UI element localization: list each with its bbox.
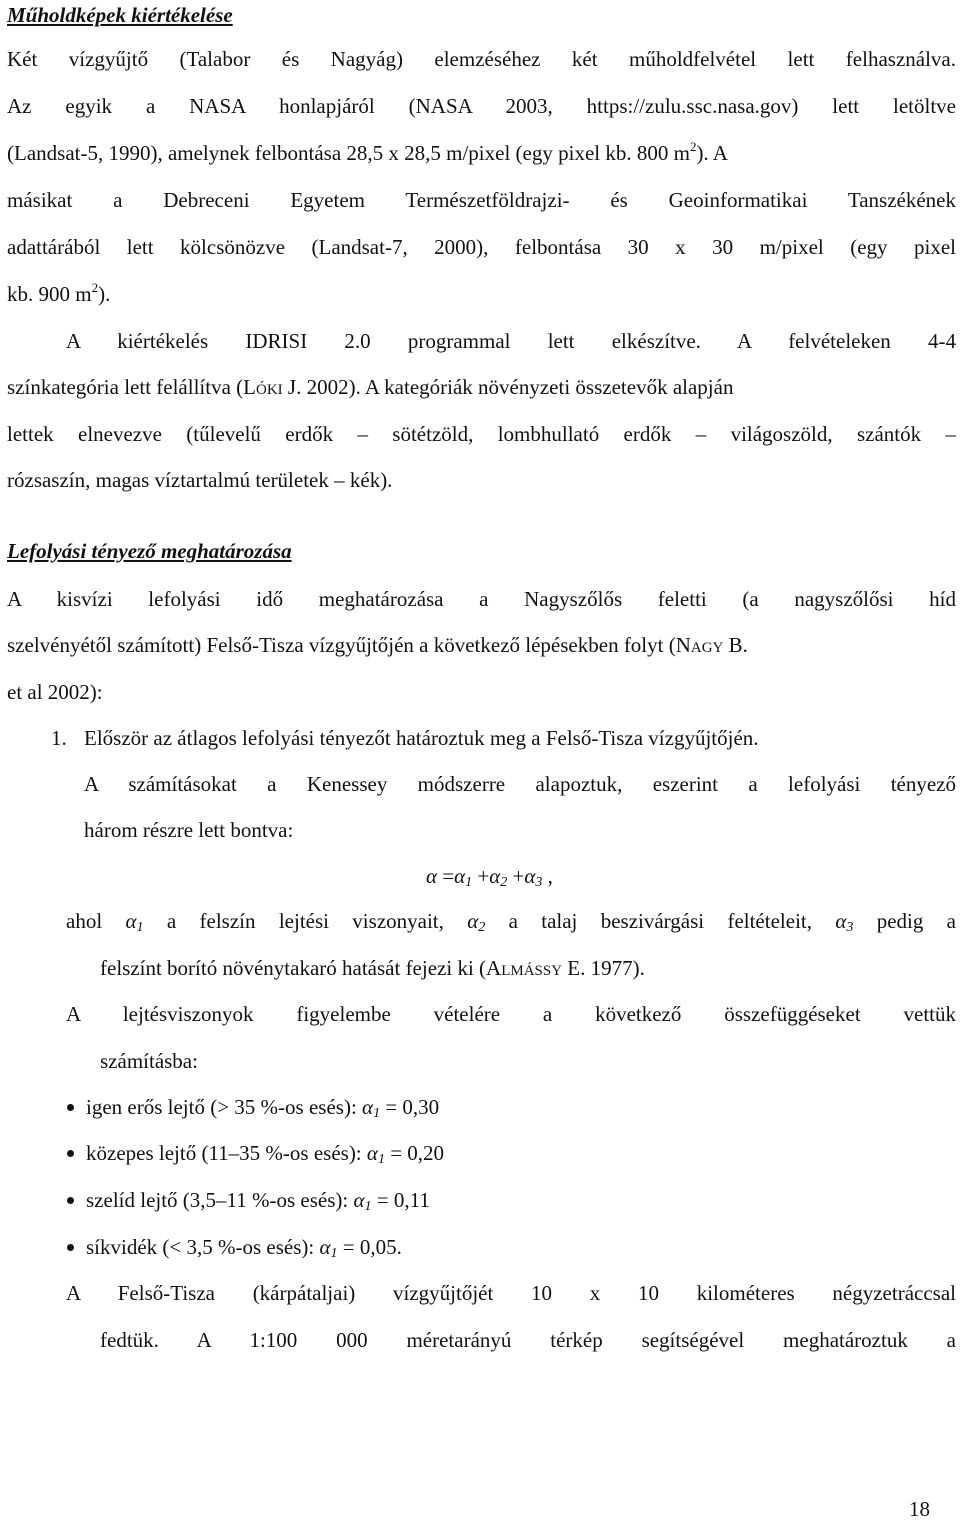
text-span: a felszín lejtési viszonyait, [143, 909, 468, 933]
paragraph-line [7, 635, 748, 656]
text-span: ). A [696, 141, 728, 165]
author-smallcaps: AGY [690, 640, 724, 656]
paragraph-line [7, 280, 111, 306]
text-span: kb. 900 m [7, 282, 92, 306]
paragraph-line: adattárából lett kölcsönözve (Landsat-7, 2000), felbontása 30 x 30 m/pixel (egy pixel [7, 235, 956, 259]
page-number: 18 [909, 1497, 930, 1521]
text-span: a talaj beszivárgási feltételeit, [485, 909, 836, 933]
eq-subscript: 2 [478, 920, 486, 935]
eq-subscript: 1 [364, 1199, 372, 1214]
eq-symbol: α [366, 1141, 378, 1165]
text-span: felszínt borító növénytakaró hatását fejezi ki (A [100, 956, 502, 980]
paragraph-line: A számításokat a Kenessey módszerre alapoztuk, eszerint a lefolyási tényező [84, 772, 956, 796]
text-span: síkvidék (< 3,5 %-os esés): [86, 1235, 320, 1259]
paragraph-line: A lejtésviszonyok figyelembe vételére a következő összefüggéseket vettük [66, 1002, 956, 1026]
author-smallcaps: ÓKI [255, 382, 283, 398]
text-span: E. 1977). [562, 956, 645, 980]
superscript: 2 [689, 139, 697, 154]
bullet-icon [67, 1150, 74, 1157]
author-smallcaps: LMÁSSY [501, 963, 563, 979]
paragraph-line: rózsaszín, magas víztartalmú területek – kék). [7, 468, 393, 492]
eq-symbol: α [125, 909, 137, 933]
eq-operator: + [507, 864, 525, 888]
eq-symbol: α [524, 864, 536, 888]
section-title-satellite: Műholdképek kiértékelése [7, 3, 233, 27]
eq-symbol: α [467, 909, 479, 933]
eq-symbol: α [426, 864, 438, 888]
eq-symbol: α [489, 864, 501, 888]
eq-operator: + [472, 864, 490, 888]
paragraph-line: et al 2002): [7, 680, 103, 704]
eq-subscript: 3 [535, 875, 543, 890]
eq-subscript: 3 [846, 920, 854, 935]
eq-operator: , [542, 864, 553, 888]
section-title-runoff: Lefolyási tényező meghatározása [7, 539, 292, 563]
text-span: = 0,11 [371, 1188, 430, 1212]
text-span: J. 2002). A kategóriák növényzeti összetevők alapján [282, 375, 734, 399]
eq-subscript: 2 [500, 875, 508, 890]
eq-subscript: 1 [377, 1152, 385, 1167]
paragraph-line: Az egyik a NASA honlapjáról (NASA 2003, https://zulu.ssc.nasa.gov) lett letöltve [7, 94, 956, 118]
eq-symbol: α [362, 1095, 374, 1119]
paragraph-line: másikat a Debreceni Egyetem Természetföldrajzi- és Geoinformatikai Tanszékének [7, 188, 956, 212]
list-item [86, 1188, 430, 1214]
paragraph-line: A kisvízi lefolyási idő meghatározása a Nagyszőlős feletti (a nagyszőlősi híd [7, 587, 956, 611]
eq-symbol: α [319, 1235, 331, 1259]
equation [426, 864, 553, 890]
text-span: = 0,05. [337, 1235, 402, 1259]
paragraph-line: lettek elnevezve (tűlevelű erdők – sötétzöld, lombhullató erdők – világoszöld, szántók – [7, 422, 956, 446]
paragraph-line [66, 909, 956, 935]
paragraph-line: Két vízgyűjtő (Talabor és Nagyág) elemzéséhez két műholdfelvétel lett felhasználva. [7, 47, 956, 71]
text-span: pedig a [853, 909, 956, 933]
eq-symbol: α [454, 864, 466, 888]
list-item [86, 1141, 445, 1167]
eq-subscript: 1 [330, 1246, 338, 1261]
list-number: 1. [51, 726, 67, 750]
text-span: közepes lejtő (11–35 %-os esés): [86, 1141, 367, 1165]
bullet-icon [67, 1197, 74, 1204]
paragraph-line: A Felső-Tisza (kárpátaljai) vízgyűjtőjét 10 x 10 kilométeres négyzetráccsal [66, 1281, 956, 1305]
text-span: ahol [66, 909, 126, 933]
eq-symbol: α [835, 909, 847, 933]
eq-subscript: 1 [373, 1106, 381, 1121]
paragraph-line: fedtük. A 1:100 000 méretarányú térkép segítségével meghatároztuk a [100, 1328, 956, 1352]
text-span: ). [98, 282, 111, 306]
text-span: szelíd lejtő (3,5–11 %-os esés): [86, 1188, 354, 1212]
eq-subscript: 1 [136, 920, 144, 935]
eq-operator: = [437, 864, 455, 888]
text-span: = 0,20 [384, 1141, 445, 1165]
paragraph-line: A kiértékelés IDRISI 2.0 programmal lett elkészítve. A felvételeken 4-4 [66, 329, 956, 353]
text-span: = 0,30 [380, 1095, 440, 1119]
list-item [86, 1235, 402, 1261]
paragraph-line [100, 958, 645, 979]
list-item [86, 1095, 440, 1121]
superscript: 2 [91, 280, 99, 295]
text-span: B. [723, 633, 748, 657]
eq-symbol: α [353, 1188, 365, 1212]
text-span: igen erős lejtő (> 35 %-os esés): [86, 1095, 363, 1119]
paragraph-line: három részre lett bontva: [84, 818, 294, 842]
paragraph-line [7, 377, 733, 398]
paragraph-line: Először az átlagos lefolyási tényezőt határoztuk meg a Felső-Tisza vízgyűjtőjén. [84, 726, 759, 750]
eq-subscript: 1 [465, 875, 473, 890]
text-span: (Landsat-5, 1990), amelynek felbontása 28,5 x 28,5 m/pixel (egy pixel kb. 800 m [7, 141, 690, 165]
paragraph-line [7, 139, 956, 165]
bullet-icon [67, 1104, 74, 1111]
text-span: szelvényétől számított) Felső-Tisza vízgyűjtőjén a következő lépésekben folyt (N [7, 633, 691, 657]
text-span: színkategória lett felállítva (L [7, 375, 256, 399]
paragraph-line: számításba: [100, 1049, 198, 1073]
bullet-icon [67, 1244, 74, 1251]
